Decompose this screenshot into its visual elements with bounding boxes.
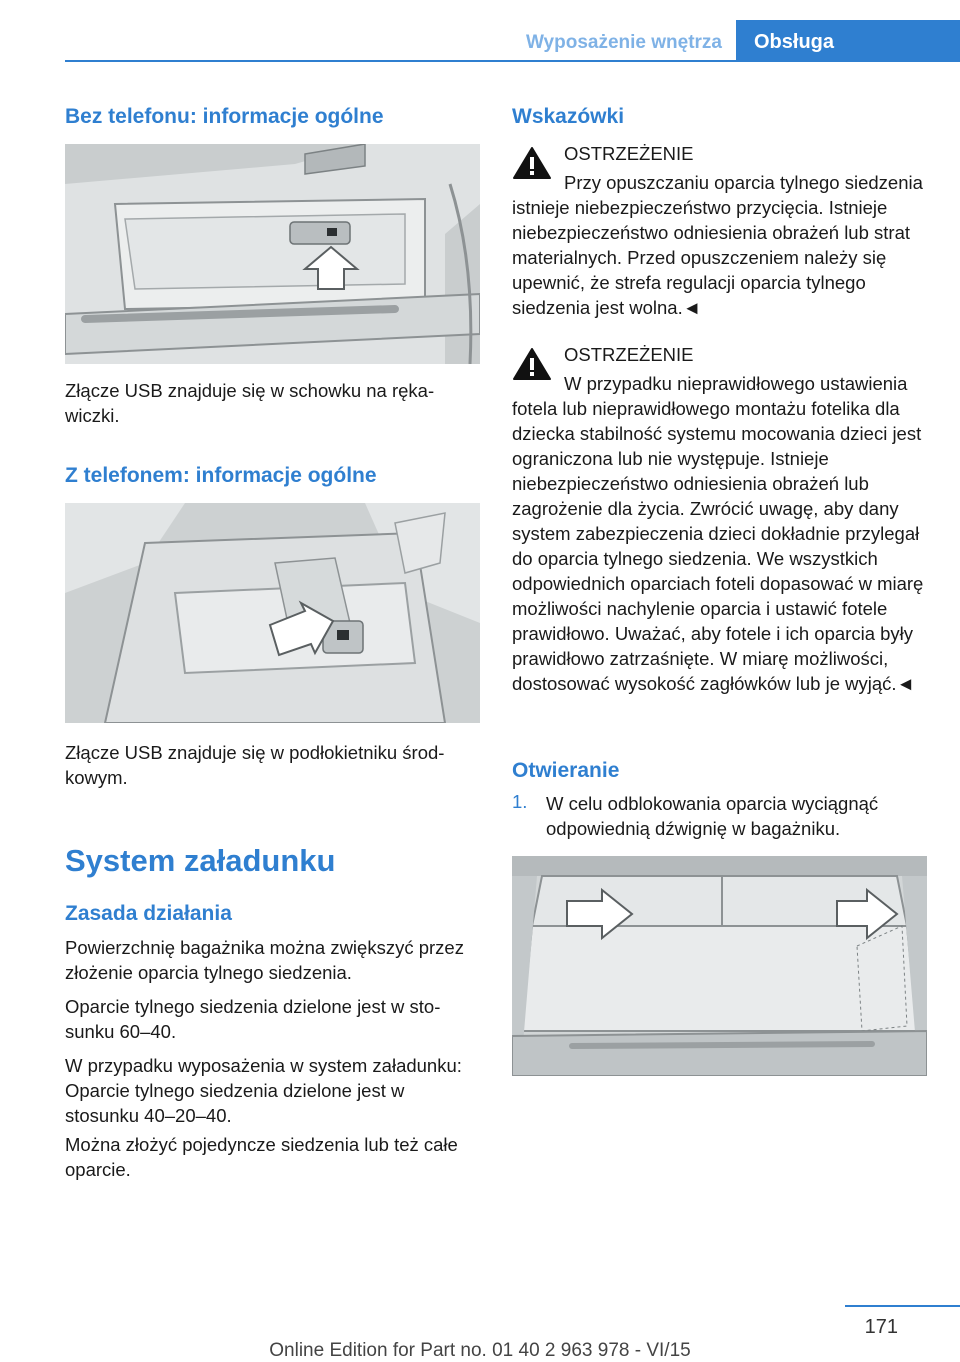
heading-z-telefonem: Z telefonem: informacje ogólne [65, 464, 377, 487]
heading-bez-telefonu: Bez telefonu: informacje ogólne [65, 105, 384, 128]
caption-glovebox: Złącze USB znajduje się w schowku na rękawiczki. [65, 380, 435, 426]
warning-2-label: OSTRZEŻENIE [564, 344, 694, 365]
header-category: Wyposażenie wnętrza [525, 32, 722, 53]
heading-wskazowki: Wskazówki [512, 105, 625, 128]
step-1-text: W celu odblokowania oparcia wyciągnąć odpowiednią dźwignię w bagażniku. [546, 793, 879, 839]
step-1-number: 1. [512, 791, 528, 812]
header-rule [65, 60, 960, 62]
armrest-usb-figure [65, 503, 480, 723]
heading-otwieranie: Otwieranie [512, 759, 620, 782]
paragraph-2: Oparcie tylnego siedzenia dzielone jest w stosunku 60–40. [65, 996, 441, 1042]
trunk-levers-figure [512, 856, 927, 1076]
header-section-tab: Obsługa [736, 20, 960, 60]
heading-zasada-dzialania: Zasada działania [65, 902, 232, 925]
paragraph-4: Można złożyć pojedyncze siedzenia lub też całe oparcie. [65, 1134, 458, 1180]
caption-armrest: Złącze USB znajduje się w podłokietniku środkowym. [65, 742, 445, 788]
paragraph-1: Powierzchnię bagażnika można zwiększyć przez złożenie oparcia tylnego siedzenia. [65, 937, 464, 983]
page-number: 171 [864, 1316, 898, 1338]
footer-edition: Online Edition for Part no. 01 40 2 963 978 - VI/15 [269, 1340, 691, 1361]
warning-2-text: W przypadku nieprawidłowego ustawienia fotela lub nieprawidłowego montażu fotelika dla dziecka stabilność systemu mocowania dzieci jest ograniczona lub nie występuje. Istnieje niebezpieczeństwo odniesienia obrażeń lub zagrożenie dla życia. Zwrócić uwagę, aby dany system zabezpieczenia dzieci dokładnie przylegał do oparcia tylnego siedzenia. We wszystkich odpowiednich oparciach foteli dopasować w miarę możliwości nachylenie oparcia i ustawić fotele prawidłowo. Uważać, aby fotele i ich oparcia były prawidłowo zatrzaśnięte. W miarę możliwości, dostosować wysokość zagłówków lub je wyjąć.◄ [512, 373, 924, 694]
footer-rule [845, 1305, 960, 1307]
warning-1-label: OSTRZEŻENIE [564, 143, 694, 164]
warning-1-text: Przy opuszczaniu oparcia tylnego siedzenia istnieje niebezpieczeństwo przycięcia. Istnieje niebezpieczeństwo odniesienia obrażeń lub strat materialnych. Przed opuszczeniem należy się upewnić, że strefa regulacji oparcia tylnego siedzenia jest wolna.◄ [512, 172, 923, 318]
glovebox-usb-figure [65, 144, 480, 364]
paragraph-3: W przypadku wyposażenia w system załadunku: Oparcie tylnego siedzenia dzielone jest w stosunku 40–20–40. [65, 1055, 462, 1126]
chapter-title: System załadunku [65, 843, 336, 878]
